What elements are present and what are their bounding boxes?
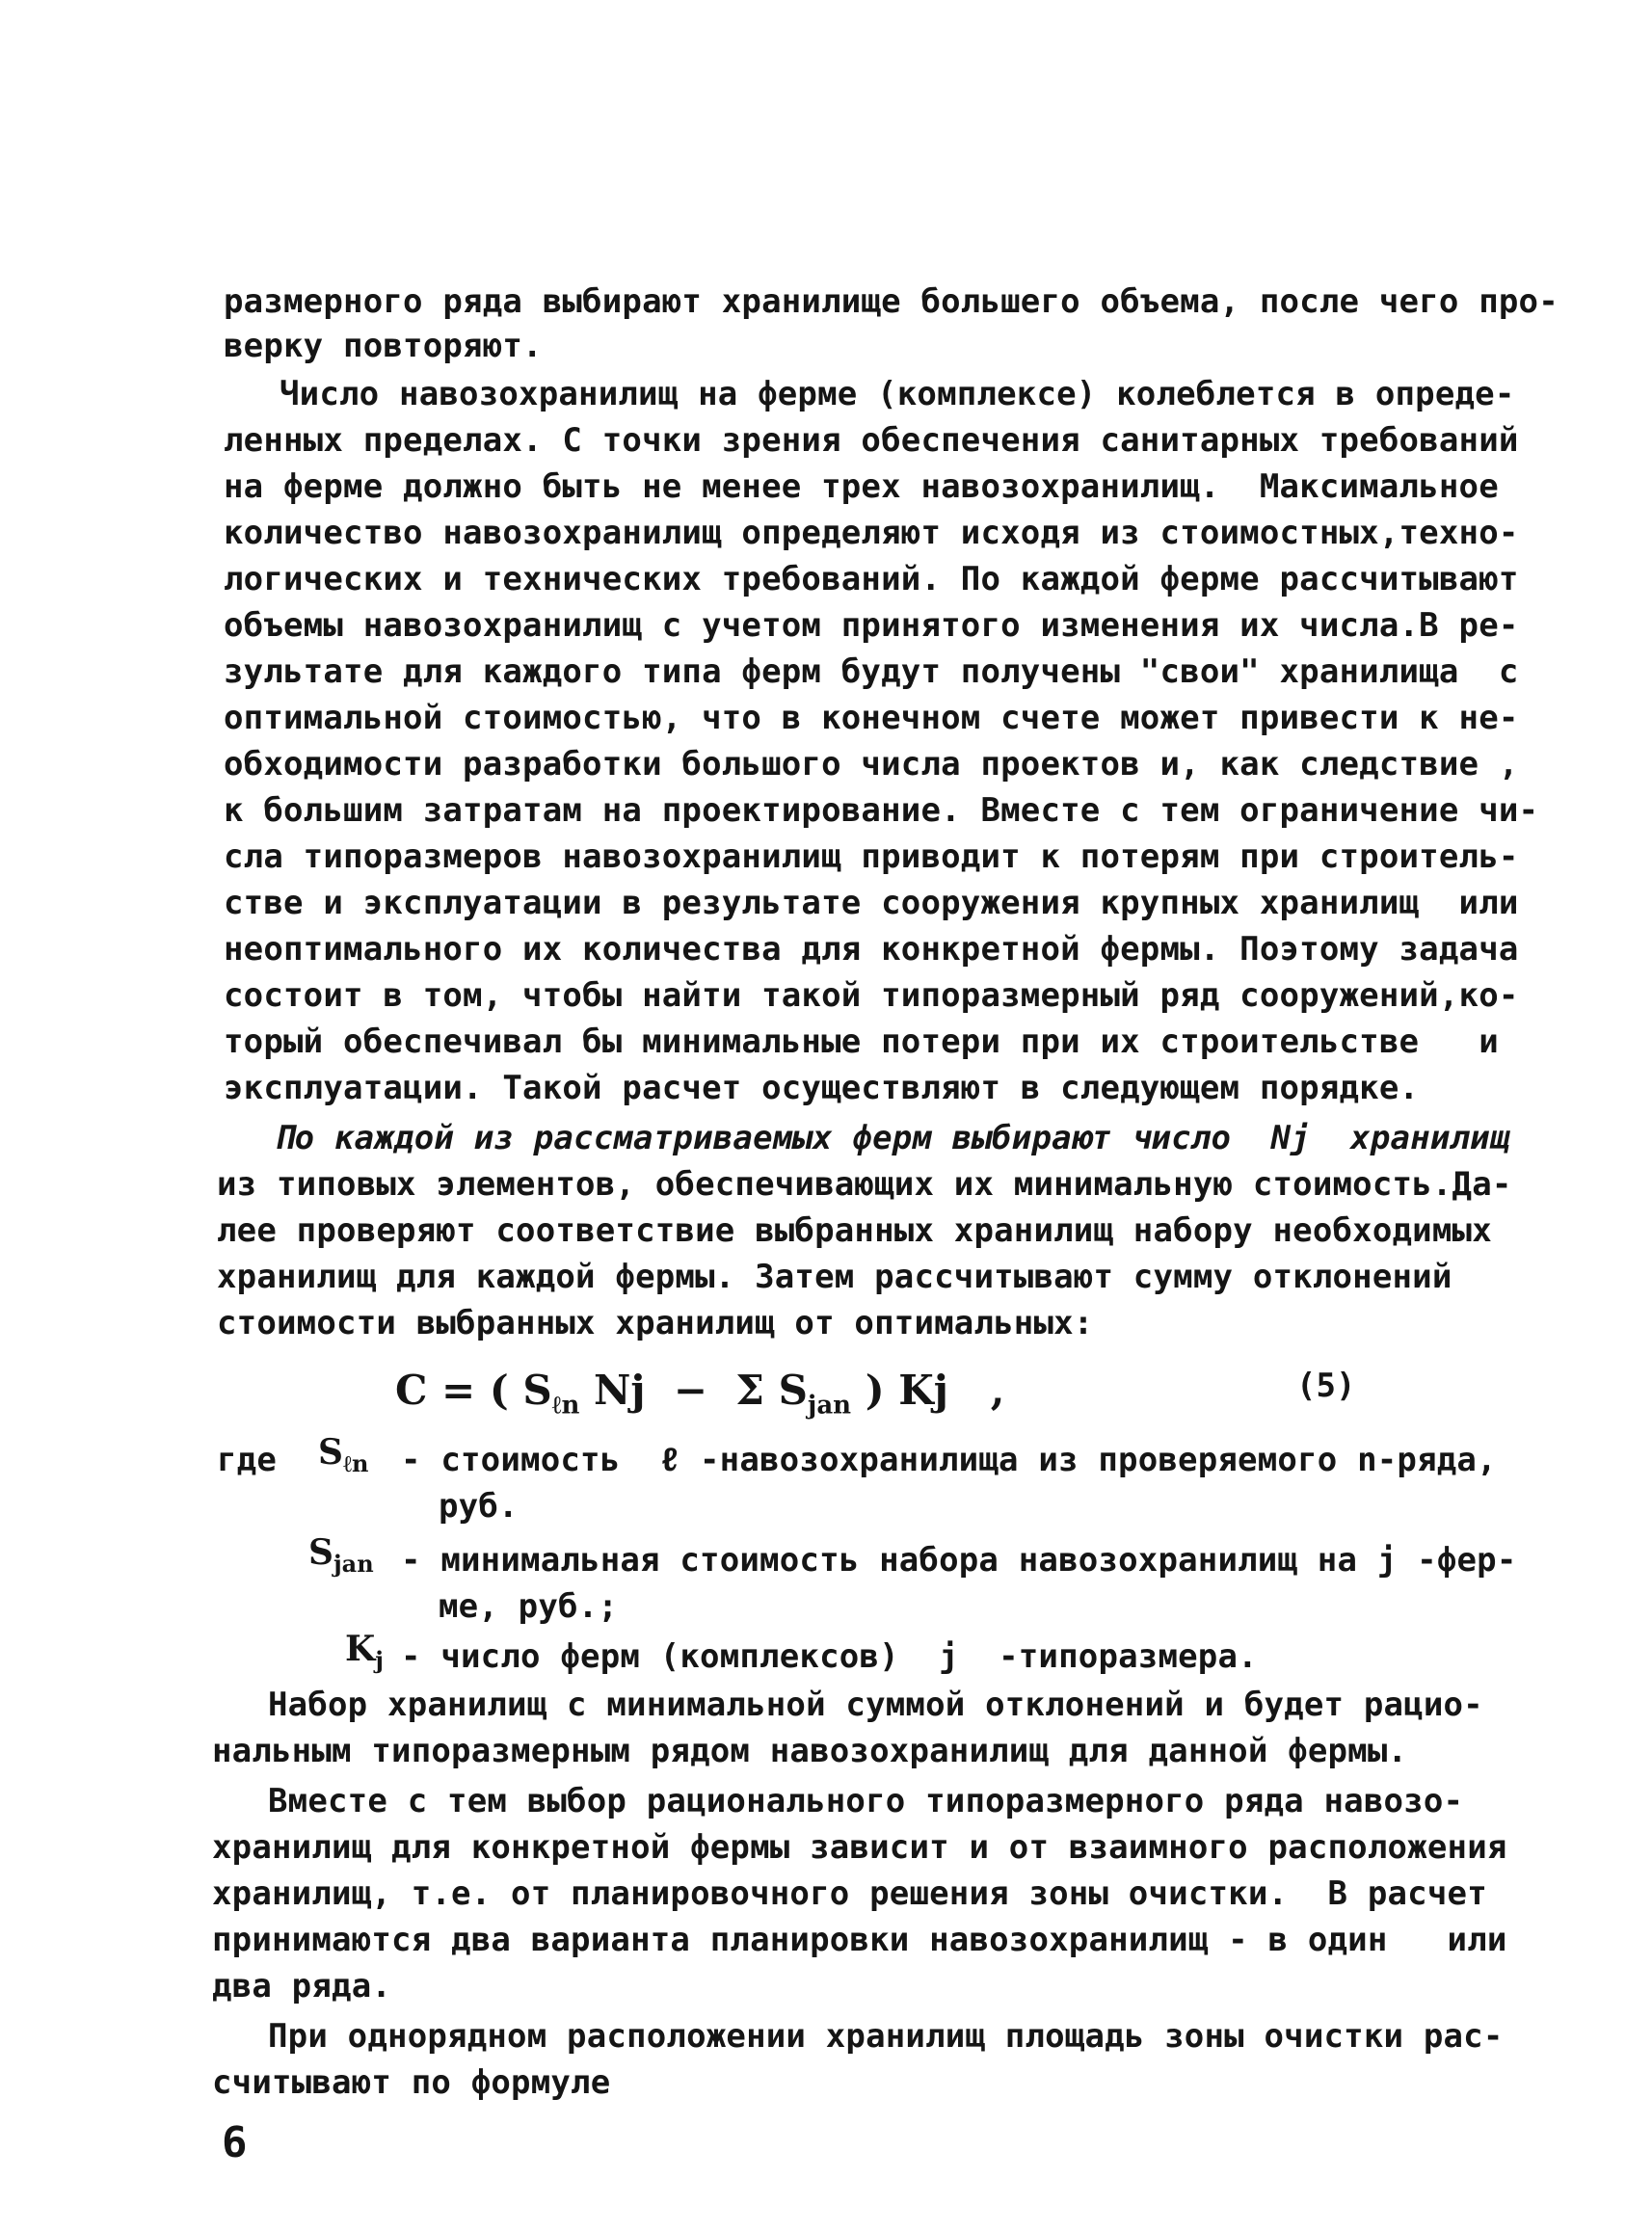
- definition-text: - стоимость ℓ -навозохранилища из проверяемого n-ряда,: [401, 1441, 1497, 1479]
- text-line: из типовых элементов, обеспечивающих их минимальную стоимость.Да-: [217, 1165, 1512, 1204]
- text-line: Вместе с тем выбор рационального типоразмерного ряда навозо-: [268, 1782, 1464, 1820]
- definition-symbol: $K_j$: [345, 1629, 384, 1675]
- text-line: Число навозохранилищ на ферме (комплексе) колеблется в опреде-: [280, 375, 1515, 413]
- definition-text: руб.: [439, 1487, 519, 1526]
- where-label: где: [217, 1441, 278, 1479]
- text-line: стоимости выбранных хранилищ от оптимальных:: [217, 1304, 1094, 1342]
- text-line: верку повторяют.: [224, 327, 543, 365]
- definition-text: - минимальная стоимость набора навозохранилищ на j -фер-: [401, 1541, 1517, 1580]
- definition-symbol: $S_{jan}$: [308, 1532, 374, 1579]
- text-line: При однорядном расположении хранилищ площадь зоны очистки рас-: [268, 2017, 1504, 2056]
- text-line: По каждой из рассматриваемых ферм выбирают число Nj хранилищ: [275, 1119, 1510, 1157]
- text-line: состоит в том, чтобы найти такой типоразмерный ряд сооружений,ко-: [224, 976, 1519, 1015]
- text-line: лее проверяют соответствие выбранных хранилищ набору необходимых: [217, 1211, 1492, 1250]
- text-line: логических и технических требований. По каждой ферме рассчитывают: [224, 560, 1519, 598]
- text-line: нальным типоразмерным рядом навозохранилищ для данной фермы.: [212, 1732, 1408, 1770]
- text-line: эксплуатации. Такой расчет осуществляют в следующем порядке.: [224, 1069, 1420, 1107]
- text-line: сла типоразмеров навозохранилищ приводит к потерям при строитель-: [224, 837, 1519, 876]
- text-line: количество навозохранилищ определяют исходя из стоимостных,техно-: [224, 514, 1519, 552]
- text-line: два ряда.: [212, 1967, 392, 2005]
- text-line: на ферме должно быть не менее трех навозохранилищ. Максимальное: [224, 467, 1499, 506]
- text-line: обходимости разработки большого числа проектов и, как следствие ,: [224, 745, 1519, 784]
- page-number: 6: [222, 2118, 248, 2167]
- text-line: хранилищ для каждой фермы. Затем рассчитывают сумму отклонений: [217, 1258, 1452, 1296]
- formula-mid: Nj − Σ S: [579, 1367, 808, 1414]
- formula-sub: jan: [807, 1391, 852, 1421]
- text-line: Набор хранилищ с минимальной суммой отклонений и будет рацио-: [268, 1686, 1483, 1724]
- text-line: считывают по формуле: [212, 2063, 611, 2102]
- text-line: торый обеспечивал бы минимальные потери при их строительстве и: [224, 1023, 1499, 1061]
- text-line: хранилищ, т.е. от планировочного решения зоны очистки. В расчет: [212, 1874, 1487, 1913]
- text-line: объемы навозохранилищ с учетом принятого изменения их числа.В ре-: [224, 606, 1519, 645]
- formula-tail: ) Kj ,: [851, 1367, 1005, 1414]
- text-line: к большим затратам на проектирование. Вместе с тем ограничение чи-: [224, 791, 1539, 830]
- text-line: стве и эксплуатации в результате сооружения крупных хранилищ или: [224, 884, 1519, 922]
- text-line: размерного ряда выбирают хранилище большего объема, после чего про-: [224, 282, 1559, 321]
- text-line: ленных пределах. С точки зрения обеспечения санитарных требований: [224, 421, 1519, 460]
- formula-5: [395, 1367, 1004, 1420]
- formula-lhs: C = ( S: [395, 1367, 552, 1414]
- definition-symbol: $S_{\ell n}$: [318, 1432, 369, 1478]
- text-line: зультате для каждого типа ферм будут получены "свои" хранилища с: [224, 652, 1519, 691]
- text-line: принимаются два варианта планировки навозохранилищ - в один или: [212, 1921, 1507, 1959]
- text-line: неоптимального их количества для конкретной фермы. Поэтому задача: [224, 930, 1519, 969]
- definition-text: ме, руб.;: [439, 1587, 619, 1626]
- definition-text: - число ферм (комплексов) j -типоразмера.: [401, 1637, 1258, 1676]
- formula-sub: ℓn: [551, 1391, 580, 1421]
- equation-number: (5): [1296, 1367, 1356, 1405]
- text-line: оптимальной стоимостью, что в конечном счете может привести к не-: [224, 699, 1519, 737]
- text-line: хранилищ для конкретной фермы зависит и от взаимного расположения: [212, 1828, 1507, 1867]
